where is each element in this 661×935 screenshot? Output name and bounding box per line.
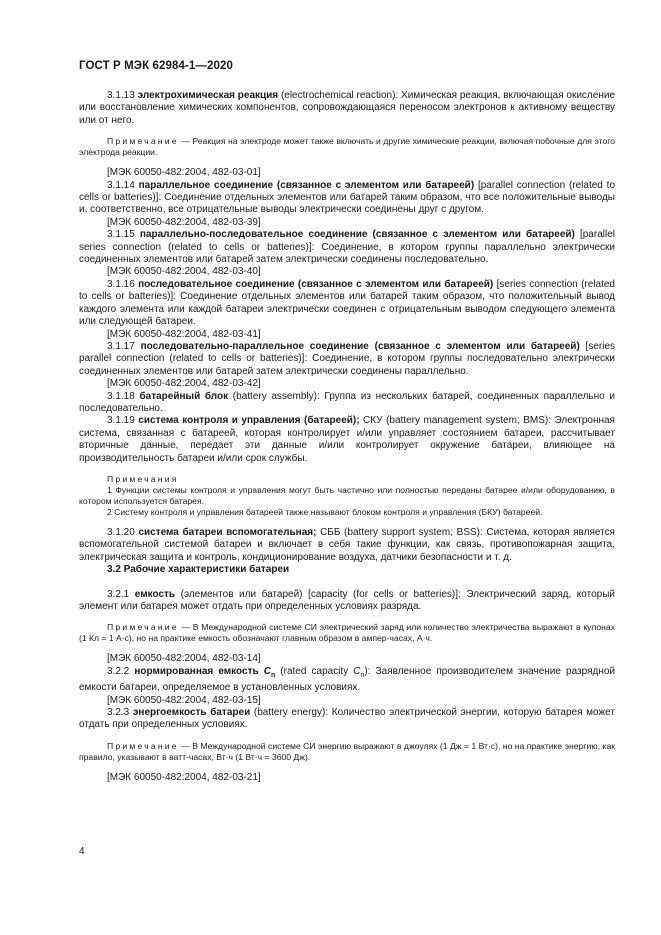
term-title: последовательно-параллельное соединение (связанное с элементом или батареей) bbox=[140, 340, 580, 352]
note-label: Примечание bbox=[107, 136, 179, 147]
reference: [МЭК 60050-482:2004, 482-03-42] bbox=[107, 378, 261, 390]
document-body bbox=[79, 90, 615, 784]
term-title: система контроля и управления (батареей); bbox=[138, 415, 360, 427]
note-text: — Реакция на электроде может также включать и другие химические реакции, включая побочные для этого электрода реакции. bbox=[79, 136, 615, 158]
term-definition: (элементов или батарей) [capacity (for cells or batteries)]: Электрический заряд, который элемент или батарея может отдать при определенных условиях разряда. bbox=[79, 588, 615, 612]
note-text: — В Международной системе СИ электрический заряд или количество электричества выражают в кулонах (1 Кл = 1 А·с), но на практике емкость обозначают главным образом в ампер-часах, А·ч. bbox=[79, 622, 615, 644]
term-definition: СББ (battery support system; BSS): Система, которая является вспомогательной системой батареи и включает в себя такие функции, как связь, противопожарная защита, электрическая защита и контроль, кондиционирование воздуха, датчики безопасности и т. д. bbox=[79, 526, 615, 563]
reference: [МЭК 60050-482:2004, 482-03-40] bbox=[107, 266, 261, 278]
note-text: — В Международной системе СИ энергию выражают в джоулях (1 Дж = 1 Вт·с), но на практике энергию, как правило, указывают в ватт-часах, Вт·ч (1 Вт·ч = 3600 Дж). bbox=[79, 740, 615, 762]
term-definition: (battery assembly): Группа из нескольких батарей, соединенных параллельно и последовательно. bbox=[79, 390, 615, 414]
term-3-1-20 bbox=[79, 527, 615, 564]
term-number: 3.1.20 bbox=[107, 526, 139, 538]
note-3-1-13 bbox=[79, 136, 615, 158]
notes-label: Примечания bbox=[107, 473, 179, 484]
note-label: Примечание bbox=[107, 740, 179, 751]
term-definition: (battery energy): Количество электрической энергии, которую батарея может отдать при определенных условиях. bbox=[79, 707, 615, 731]
term-number: 3.1.18 bbox=[107, 390, 140, 402]
note-item-2: 2 Систему контроля и управления батареей также называют блоком контроля и управления (БКУ) батареей. bbox=[107, 506, 543, 517]
term-3-1-19 bbox=[79, 415, 615, 465]
term-title: емкость bbox=[134, 588, 176, 600]
term-definition: СКУ (battery management system; BMS): Электронная система, связанная с батареей, которая контролирует и/или управляет состоянием батареи, рассчитывает вторичные данные, передает эти данные и/или контролирует окружение батареи, влияющее на производительность батареи и/или срок службы. bbox=[79, 415, 615, 464]
symbol-subscript: n bbox=[270, 671, 276, 679]
term-title: батарейный блок bbox=[139, 390, 229, 402]
term-3-2-2 bbox=[79, 666, 615, 695]
term-definition: [parallel connection (related to cells or batteries)]: Соединение отдельных элементов или батарей таким образом, что все положительные выводы и, соответственно, все отрицательные выводы электрически соединены друг с другом. bbox=[79, 179, 615, 216]
reference: [МЭК 60050-482:2004, 482-03-41] bbox=[107, 328, 261, 340]
term-title: электрохимическая реакция bbox=[137, 90, 279, 101]
symbol-subscript: n bbox=[360, 671, 365, 679]
term-title: система батареи вспомогательная; bbox=[138, 526, 317, 538]
term-definition: (electrochemical reaction): Химическая реакция, включающая окисление или восстановление химических компонентов, сопровождающаяся переносом электронов к активному веществу или от него. bbox=[79, 90, 616, 126]
term-number: 3.1.14 bbox=[107, 179, 139, 191]
note-item-1: 1 Функции системы контроля и управления могут быть частично или полностью переданы батарее и/или оборудованию, в котором используется батарея. bbox=[79, 484, 615, 506]
term-number: 3.1.17 bbox=[107, 340, 141, 352]
section-heading: 3.2 Рабочие характеристики батареи bbox=[107, 564, 290, 576]
reference: [МЭК 60050-482:2004, 482-03-15] bbox=[107, 694, 261, 706]
term-definition: ): Заявленное производителем значение разрядной емкости батареи, определяемое в установленных условиях. bbox=[79, 665, 615, 694]
term-title: параллельное соединение (связанное с элементом или батареей) bbox=[138, 179, 475, 191]
note-label: Примечание bbox=[107, 622, 179, 633]
term-3-2-1 bbox=[79, 589, 615, 614]
term-3-1-15 bbox=[79, 229, 615, 266]
term-number: 3.1.16 bbox=[107, 278, 139, 290]
symbol: C bbox=[353, 665, 361, 677]
page-header: ГОСТ Р МЭК 62984-1—2020 bbox=[79, 60, 233, 72]
term-number: 3.2.3 bbox=[107, 707, 133, 719]
term-title: последовательное соединение (связанное с элементом или батареей) bbox=[138, 278, 494, 290]
reference: [МЭК 60050-482:2004, 482-03-01] bbox=[107, 167, 261, 179]
term-3-1-18 bbox=[79, 391, 615, 416]
term-definition: [parallel series connection (related to cells or batteries)]: Соединение, в котором группы параллельно электрически соединенных элементов или батарей затем электрически соединены последовательно. bbox=[79, 229, 615, 266]
term-number: 3.1.15 bbox=[107, 229, 140, 241]
term-3-1-16 bbox=[79, 279, 615, 329]
term-title: параллельно-последовательное соединение (связанное с элементом или батареей) bbox=[139, 229, 575, 241]
term-definition: [series connection (related to cells or batteries)]: Соединение отдельных элементов или батарей таким образом, что положительный вывод каждого элемента или каждой батареи электрически соединен с отрицательным выводом следующего элемента или следующей батареи. bbox=[79, 278, 615, 328]
note-3-2-1 bbox=[79, 622, 615, 644]
term-title: нормированная емкость bbox=[134, 665, 259, 677]
term-number: 3.2.2 bbox=[107, 665, 135, 677]
term-number: 3.1.13 bbox=[107, 90, 138, 101]
term-3-2-3 bbox=[79, 707, 615, 732]
reference: [МЭК 60050-482:2004, 482-03-39] bbox=[107, 216, 261, 228]
term-3-1-13 bbox=[79, 90, 615, 127]
reference: [МЭК 60050-482:2004, 482-03-21] bbox=[107, 771, 261, 783]
term-english: (rated capacity bbox=[275, 665, 354, 677]
reference: [МЭК 60050-482:2004, 482-03-14] bbox=[107, 653, 261, 665]
page-number: 4 bbox=[79, 846, 85, 857]
term-definition: [series parallel connection (related to cells or batteries)]: Соединение, в котором группы последовательно электрически соединенных элементов или батарей затем электрически соединены параллельно. bbox=[79, 340, 616, 377]
note-3-2-3 bbox=[79, 741, 615, 763]
term-3-1-14 bbox=[79, 180, 615, 217]
term-number: 3.2.1 bbox=[107, 588, 135, 600]
symbol: C bbox=[263, 665, 271, 677]
term-number: 3.1.19 bbox=[107, 415, 139, 427]
term-3-1-17 bbox=[79, 341, 615, 378]
term-title: энергоемкость батареи bbox=[132, 707, 251, 719]
